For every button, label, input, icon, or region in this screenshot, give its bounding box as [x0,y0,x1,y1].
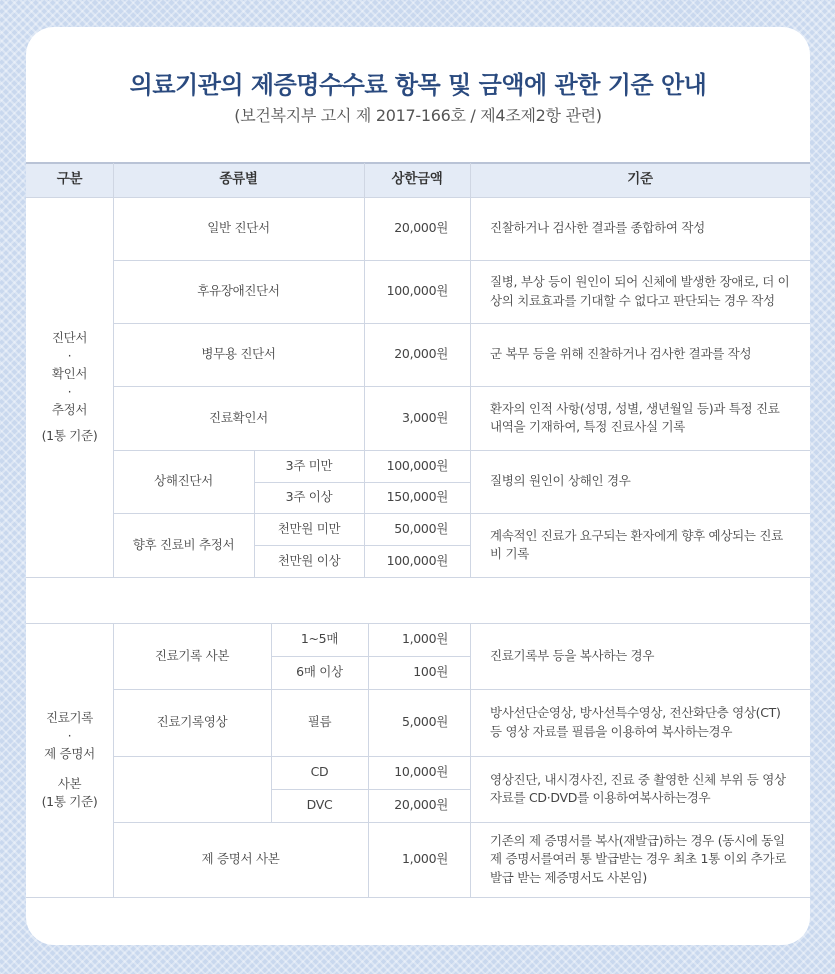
page-title: 의료기관의 제증명수수료 항목 및 금액에 관한 기준 안내 [129,71,707,99]
group-records-dot: · [67,727,72,743]
group-certificates-dot: · [67,384,72,399]
divider [113,822,810,823]
divider [271,789,470,790]
row-amount: 3,000원 [401,409,448,425]
divider [470,163,471,577]
group-certificates-line: 진단서 [51,329,88,345]
row-amount: 100원 [413,664,448,680]
row-name: 진료기록영상 [156,714,228,730]
row-name: 제 증명서 사본 [201,851,280,867]
divider [254,482,470,483]
divider [254,545,470,546]
divider [113,623,114,897]
row-sub: DVC [306,797,333,813]
group-records-basis: (1통 기준) [41,794,98,810]
divider [470,623,471,897]
row-desc: 기존의 제 증명서를 복사(재발급)하는 경우 (동시에 동일 제 증명서를여러 통 발급받는 경우 최초 1통 이외 추가로 발급 받는 제증명서도 사본임) [490,833,787,885]
row-amount: 100,000원 [386,457,448,473]
group-records-line: 진료기록 [45,709,94,725]
divider [26,577,810,578]
header-category: 구분 [26,163,113,197]
table-top-border [26,162,810,164]
group-certificates-dot: · [67,347,72,363]
group-certificates-line: 추정서 [51,402,88,418]
row-desc: 방사선단순영상, 방사선특수영상, 전산화단층 영상(CT) 등 영상 자료를 필름을 이용하여 복사하는경우 [490,705,781,739]
divider [113,450,810,451]
row-amount: 1,000원 [401,851,448,867]
row-sub: 6매 이상 [296,664,343,680]
divider [113,163,114,577]
divider [113,513,810,514]
divider [113,323,810,324]
row-desc: 질병의 원인이 상해인 경우 [490,473,631,489]
divider [26,197,810,198]
header-criteria: 기준 [470,163,810,197]
row-sub: 3주 미만 [285,457,333,473]
row-amount: 10,000원 [394,764,448,780]
row-sub: 3주 이상 [285,489,333,505]
row-amount: 20,000원 [394,220,448,236]
divider [26,623,810,624]
row-desc: 군 복무 등을 위해 진찰하거나 검사한 결과를 작성 [490,346,752,362]
divider [113,260,810,261]
row-name: 후유장애진단서 [197,283,280,299]
row-desc: 영상진단, 내시경사진, 진료 중 촬영한 신체 부위 등 영상 자료를 CD·DVD를 이용하여복사하는경우 [490,771,786,805]
divider [364,163,365,577]
row-sub: 1~5매 [300,631,339,647]
row-amount: 5,000원 [401,714,448,730]
row-amount: 150,000원 [386,489,448,505]
row-amount: 20,000원 [394,346,448,362]
row-amount: 100,000원 [386,552,448,568]
divider [113,756,810,757]
row-name: 병무용 진단서 [201,346,276,362]
group-certificates-basis: (1통 기준) [41,428,98,444]
row-sub: 필름 [307,714,332,730]
fee-table [26,27,810,945]
page-subtitle: (보건복지부 고시 제 2017-166호 / 제4조제2항 관련) [234,106,602,125]
row-amount: 100,000원 [386,283,448,299]
row-desc: 진료기록부 등을 복사하는 경우 [490,647,655,663]
row-name: 일반 진단서 [207,220,270,236]
group-records-line: 제 증명서 [44,745,95,761]
group-records-line: 사본 [57,776,82,792]
row-name: 진료기록 사본 [154,647,230,663]
row-sub: 천만원 이상 [277,552,341,568]
group-records [26,623,113,897]
divider [254,450,255,577]
row-desc: 환자의 인적 사항(성명, 성별, 생년월일 등)과 특정 진료내역을 기재하여, 특정 진료사실 기록 [490,400,780,434]
row-amount: 20,000원 [394,797,448,813]
row-amount: 1,000원 [401,631,448,647]
header-limit: 상한금액 [364,163,470,197]
divider [113,386,810,387]
divider [113,689,810,690]
group-certificates-line: 확인서 [51,365,88,381]
row-desc: 진찰하거나 검사한 결과를 종합하여 작성 [490,220,705,236]
row-name: 진료확인서 [209,409,268,425]
row-amount: 50,000원 [394,520,448,536]
row-sub: 천만원 미만 [277,520,341,536]
header-type: 종류별 [113,163,364,197]
row-desc: 계속적인 진료가 요구되는 환자에게 향후 예상되는 진료비 기록 [490,527,783,561]
divider [271,623,272,822]
divider [368,623,369,897]
row-name: 향후 진료비 추정서 [132,536,235,552]
row-name: 상해진단서 [154,473,213,489]
divider [271,656,470,657]
row-desc: 질병, 부상 등이 원인이 되어 신체에 발생한 장애로, 더 이상의 치료효과를 기대할 수 없다고 판단되는 경우 작성 [490,274,790,308]
row-sub: CD [310,764,329,780]
group-certificates [26,197,113,577]
notice-card [26,27,810,945]
divider [26,897,810,898]
